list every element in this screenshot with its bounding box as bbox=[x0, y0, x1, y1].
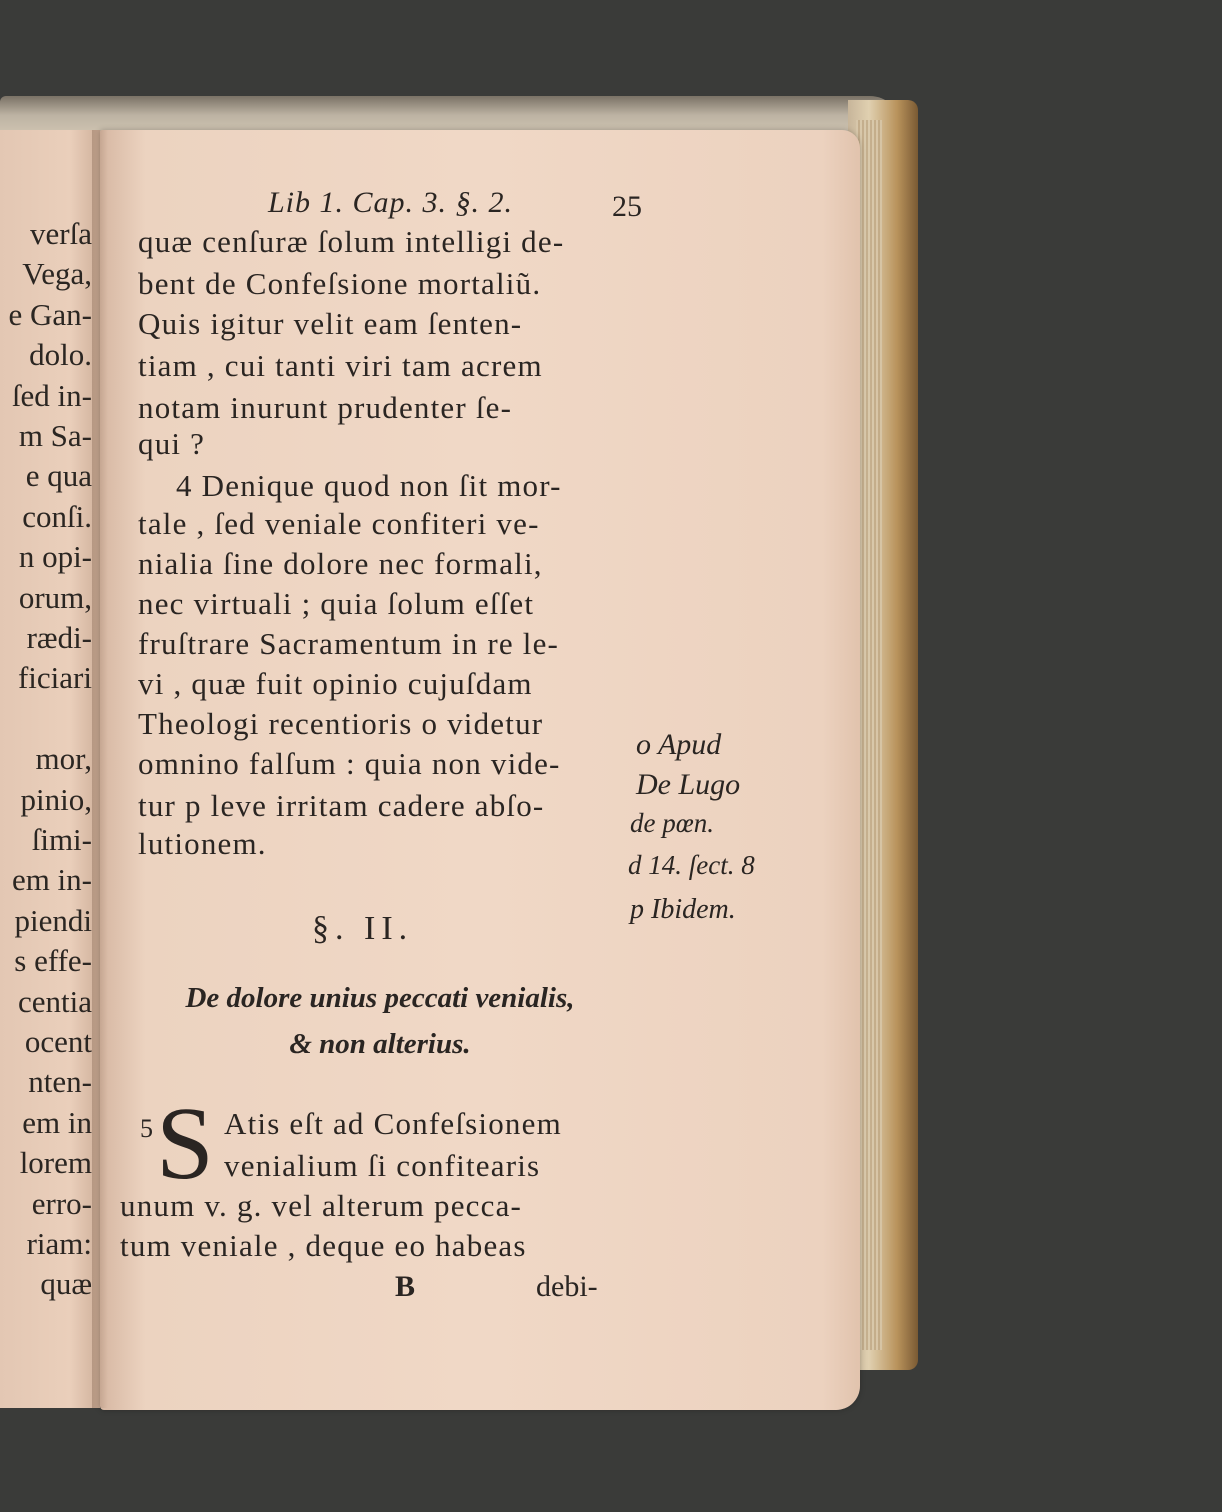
left-page-line: ocent bbox=[24, 1024, 92, 1059]
left-page-line: quæ bbox=[40, 1266, 92, 1302]
paragraph-4-line: lutionem. bbox=[138, 826, 267, 861]
paragraph-4-line: nialia ſine dolore nec formali, bbox=[138, 546, 543, 581]
paragraph-3-line: bent de Confeſsione mortaliũ. bbox=[138, 266, 542, 301]
left-page-line: mor, bbox=[35, 741, 92, 777]
left-page-line: ficiari bbox=[17, 660, 92, 696]
left-page-line: dolo. bbox=[29, 337, 92, 373]
margin-note: de pœn. bbox=[630, 808, 714, 838]
left-page-line: centia bbox=[17, 983, 92, 1019]
left-page-line: orum, bbox=[18, 579, 92, 615]
left-page-line: ſimi- bbox=[31, 822, 92, 857]
paragraph-5-line: venialium ſi confitearis bbox=[224, 1148, 541, 1183]
paragraph-4-line: tur p leve irritam cadere abſo- bbox=[138, 788, 545, 823]
margin-note: De Lugo bbox=[636, 768, 741, 801]
left-page-line: em in bbox=[22, 1104, 92, 1140]
signature-mark: B bbox=[395, 1270, 416, 1303]
paragraph-4-line: fruſtrare Sacramentum in re le- bbox=[138, 626, 560, 661]
gutter-shadow bbox=[92, 130, 108, 1408]
paragraph-4-line: Theologi recentioris o videtur bbox=[138, 706, 544, 741]
left-page-line: ſed in- bbox=[11, 377, 92, 413]
paragraph-3-line: quæ cenſuræ ſolum intelligi de- bbox=[138, 224, 565, 259]
paragraph-3-line: notam inurunt prudenter ſe- bbox=[138, 390, 513, 425]
left-page-line: piendi bbox=[14, 902, 92, 938]
catchword: debi- bbox=[536, 1270, 598, 1303]
margin-note: p Ibidem. bbox=[630, 894, 736, 925]
paragraph-4-line: omnino falſum : quia non vide- bbox=[138, 746, 561, 781]
left-page-line: erro- bbox=[31, 1185, 92, 1221]
page-number: 25 bbox=[612, 190, 642, 223]
paragraph-3-line: Quis igitur velit eam ſenten- bbox=[138, 306, 523, 341]
margin-note: d 14. ſect. 8 bbox=[628, 850, 755, 880]
margin-note: o Apud bbox=[636, 728, 722, 761]
paragraph-4-line: tale , ſed veniale confiteri ve- bbox=[138, 506, 540, 541]
left-page-line: Vega, bbox=[22, 256, 92, 292]
paragraph-3-line: qui ? bbox=[138, 426, 206, 461]
paragraph-3-line: tiam , cui tanti viri tam acrem bbox=[138, 348, 543, 383]
left-page-line: nten- bbox=[28, 1064, 92, 1100]
left-page-line: lorem bbox=[19, 1145, 92, 1181]
left-page-line: e qua bbox=[25, 458, 92, 494]
paragraph-4-line: 4 Denique quod non ſit mor- bbox=[176, 468, 562, 503]
running-head: Lib 1. Cap. 3. §. 2. bbox=[268, 186, 514, 219]
left-page-line: e Gan- bbox=[8, 296, 92, 332]
paragraph-5-line: tum veniale , deque eo habeas bbox=[120, 1228, 527, 1263]
left-page-line: n opi- bbox=[18, 539, 92, 575]
drop-cap: S bbox=[156, 1086, 214, 1201]
left-page-line: em in- bbox=[11, 862, 92, 898]
section-title-line-2: & non alterius. bbox=[289, 1028, 471, 1060]
left-page-line: rædi- bbox=[26, 620, 92, 655]
left-page-line: conſi. bbox=[22, 498, 92, 534]
paragraph-5-line: unum v. g. vel alterum pecca- bbox=[120, 1188, 523, 1223]
left-page-line: m Sa- bbox=[18, 418, 92, 453]
left-page-line: riam: bbox=[26, 1226, 92, 1261]
left-page-line: pinio, bbox=[20, 781, 92, 817]
left-page-line: s effe- bbox=[14, 943, 92, 979]
left-page-line: verſa bbox=[30, 216, 92, 251]
paragraph-number: 5 bbox=[140, 1114, 153, 1143]
paragraph-4-line: vi , quæ fuit opinio cujuſdam bbox=[138, 666, 533, 701]
paragraph-5-line: Atis eſt ad Confeſsionem bbox=[224, 1106, 562, 1141]
section-title-line-1: De dolore unius peccati venialis, bbox=[185, 982, 575, 1014]
paragraph-4-line: nec virtuali ; quia ſolum eſſet bbox=[138, 586, 535, 621]
section-heading: §. II. bbox=[312, 910, 414, 947]
